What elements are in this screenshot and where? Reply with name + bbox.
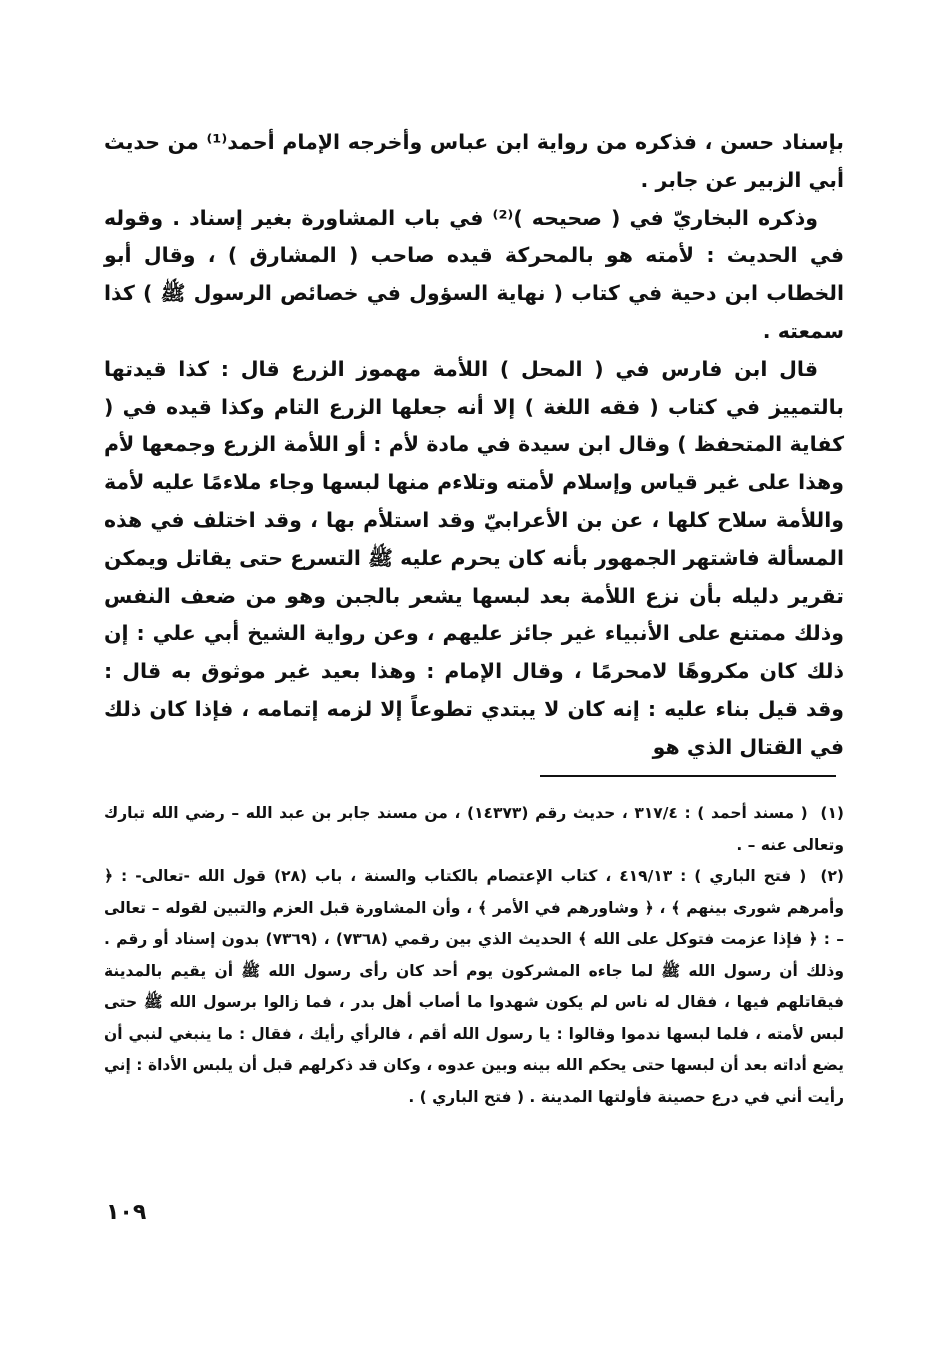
footnote-1-text: ( مسند أحمد ) : ٣١٧/٤ ، حديث رقم (١٤٣٧٣) ، من مسند جابر بن عبد الله – رضي الله تبارك وتعالى عنه – . <box>104 804 844 854</box>
footnote-2 <box>104 861 844 1113</box>
paragraph-2: وذكره البخاريّ في ( صحيحه )⁽²⁾ في باب المشاورة بغير إسناد . وقوله في الحديث : لأمته هو بالمحركة قيده صاحب ( المشارق ) ، وقال أبو الخطاب ابن دحية في كتاب ( نهاية السؤول في خصائص الرسول ﷺ ) كذا سمعته . <box>104 205 844 343</box>
footnote-2-text: ( فتح الباري ) : ٤١٩/١٣ ، كتاب الإعتصام بالكتاب والسنة ، باب (٢٨) قول الله -تعالى- : ﴿ وأمرهم شورى بينهم ﴾ ، ﴿ وشاورهم في الأمر ﴾ ، وأن المشاورة قبل العزم والتبين لقوله – تعالى – : ﴿ فإذا عزمت فتوكل على الله ﴾ الحديث الذي بين رقمي (٧٣٦٨) ، (٧٣٦٩) بدون إسناد أو رقم . وذلك أن رسول الله ﷺ لما جاءه المشركون يوم أحد كان رأى رسول الله ﷺ أن يقيم بالمدينة فيقاتلهم فيها ، فقال له ناس لم يكون شهدوا ما أصاب أهل بدر ، فما زالوا برسول الله ﷺ حتى لبس لأمته ، فلما لبسها ندموا وقالوا : يا رسول الله أقم ، فالرأي رأيك ، فقال : ما ينبغي لنبي أن يضع أداته بعد أن لبسها حتى يحكم الله بينه وبين عدوه ، وكان قد ذكرلهم قبل أن يلبس الأداة : إني رأيت أني في درع حصينة فأولتها المدينة . ( فتح الباري ) . <box>104 867 844 1106</box>
paragraph-1: بإسناد حسن ، فذكره من رواية ابن عباس وأخرجه الإمام أحمد⁽¹⁾ من حديث أبي الزبير عن جابر . <box>104 130 844 192</box>
footnote-1-number: (١) <box>820 804 845 822</box>
footnotes <box>104 798 844 1113</box>
page-number: ١٠٩ <box>106 1200 147 1225</box>
footnote-2-number: (٢) <box>820 867 844 885</box>
main-text <box>104 124 844 767</box>
footnote-divider <box>540 775 836 777</box>
footnote-1 <box>104 798 844 861</box>
paragraph-3: قال ابن فارس في ( المحل ) اللأمة مهموز الزرع قال : كذا قيدتها بالتمييز في كتاب ( فقه اللغة ) إلا أنه جعلها الزرع التام وكذا قيده في ( كفاية المتحفظ ) وقال ابن سيدة في مادة لأم : أو اللأمة الزرع وجمعها لأم وهذا على غير قياس وإسلام لأمته وتلاءم منها لبسها وجاء ملاءمًا عليه لأمة واللأمة سلاح كلها ، عن بن الأعرابيّ وقد استلأم بها ، وقد اختلف في هذه المسألة فاشتهر الجمهور بأنه كان يحرم عليه ﷺ التسرع حتى يقاتل ويمكن تقرير دليله بأن نزع اللأمة بعد لبسها يشعر بالجبن وهو من ضعف النفس وذلك ممتنع على الأنبياء غير جائز عليهم ، وعن رواية الشيخ أبي علي : إن ذلك كان مكروهًا لامحرمًا ، وقال الإمام : وهذا بعيد غير موثوق به قال : وقد قيل بناء عليه : إنه كان لا يبتدي تطوعاً إلا لزمه إتمامه ، فإذا كان ذلك في القتال الذي هو <box>104 356 844 759</box>
